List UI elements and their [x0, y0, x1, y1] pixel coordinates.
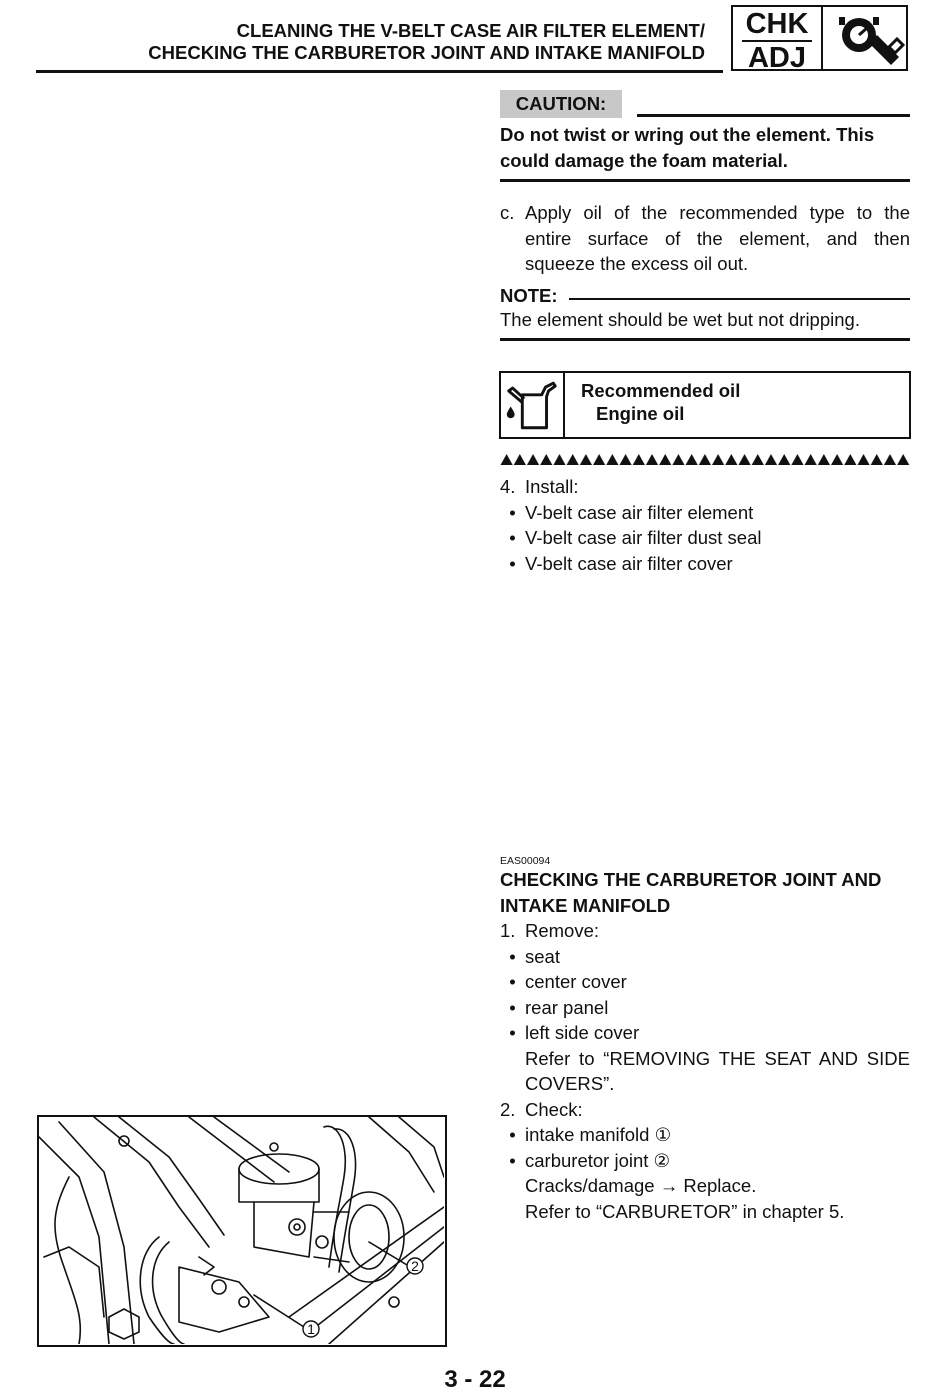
remove-check-steps — [500, 918, 910, 1224]
note-text: The element should be wet but not dripping. — [500, 309, 860, 330]
header-title-line1: CLEANING THE V-BELT CASE AIR FILTER ELEMENT/ — [236, 20, 705, 41]
caution-text: Do not twist or wring out the element. This could damage the foam material. — [500, 124, 875, 171]
list-item: • seat — [509, 945, 560, 967]
chk-adj-badge — [731, 5, 908, 74]
caution-rule — [637, 114, 910, 117]
step-c-text: Apply oil of the recommended type to the entire surface of the element, and then squeeze the excess oil out. — [525, 202, 910, 274]
section-title: CHECKING THE CARBURETOR JOINT AND INTAKE MANIFOLD — [500, 869, 882, 916]
install-step — [500, 474, 910, 576]
caution-label: CAUTION: — [500, 90, 622, 118]
end-of-procedure-triangles — [500, 452, 910, 466]
oil-box-line2: Engine oil — [596, 403, 685, 424]
badge-label — [733, 7, 823, 74]
check-label: Check: — [525, 1098, 583, 1120]
page-header-title — [148, 20, 705, 64]
list-item: • intake manifold ① — [509, 1124, 672, 1145]
section-code: EAS00094 — [500, 855, 551, 867]
remove-label: Remove: — [525, 920, 600, 941]
page-number: 3 - 22 — [444, 1366, 506, 1393]
step-c-label: c. — [500, 202, 515, 223]
note-rule — [569, 298, 910, 300]
wrench-gauge-icon — [825, 9, 905, 69]
note-end-rule — [500, 338, 910, 341]
note-label: NOTE: — [500, 285, 558, 306]
header-title-line2: CHECKING THE CARBURETOR JOINT AND INTAKE MANIFOLD — [148, 42, 705, 63]
figure-callout-1: 1 — [307, 1321, 315, 1337]
install-number: 4. — [500, 476, 516, 497]
header-rule — [36, 70, 723, 73]
check-number: 2. — [500, 1098, 516, 1120]
list-item: • rear panel — [509, 996, 609, 1018]
carburetor-figure — [37, 1115, 447, 1347]
figure-callout-2: 2 — [411, 1258, 419, 1274]
list-item: • V-belt case air filter cover — [509, 552, 733, 574]
remove-reference: Refer to “REMOVING THE SEAT AND SIDE COVERS”. — [525, 1047, 910, 1094]
list-item: • V-belt case air filter element — [509, 501, 754, 523]
badge-bottom-text: ADJ — [747, 42, 806, 74]
oil-can-icon — [501, 373, 563, 436]
list-item: • carburetor joint ② — [509, 1149, 671, 1171]
install-label: Install: — [525, 476, 579, 497]
step-c — [500, 200, 910, 277]
oil-box-text — [581, 379, 740, 425]
list-item: • left side cover — [509, 1022, 640, 1043]
check-result: Cracks/damage → Replace. — [525, 1175, 757, 1196]
carburetor-illustration — [39, 1117, 444, 1344]
remove-number: 1. — [500, 920, 516, 941]
check-reference: Refer to “CARBURETOR” in chapter 5. — [525, 1200, 845, 1222]
list-item: • V-belt case air filter dust seal — [509, 527, 762, 548]
caution-end-rule — [500, 179, 910, 182]
oil-box-line1: Recommended oil — [581, 380, 741, 401]
badge-top-text: CHK — [745, 8, 809, 40]
list-item: • center cover — [509, 971, 627, 992]
recommended-oil-box — [499, 371, 911, 439]
